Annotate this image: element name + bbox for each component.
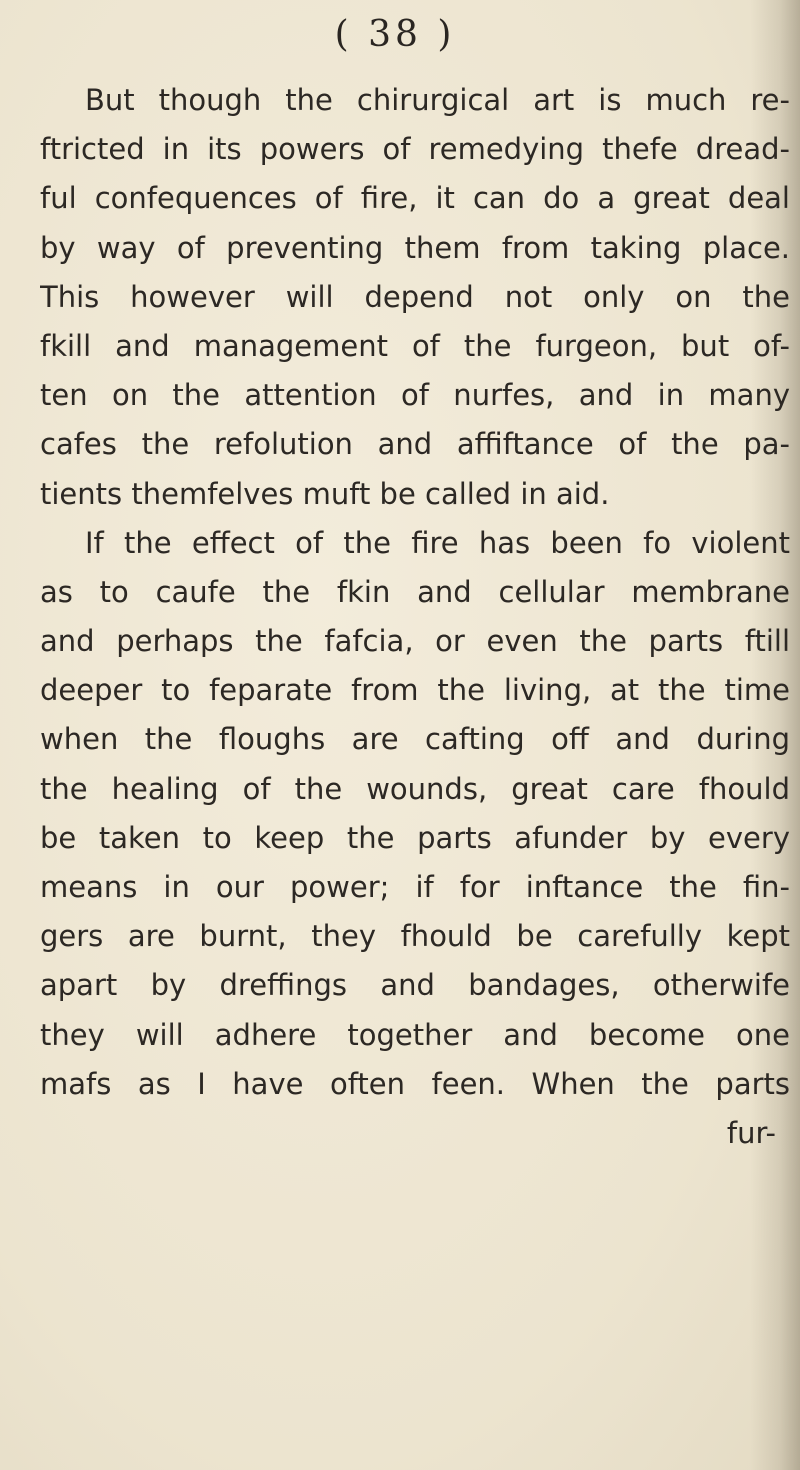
catchword: fur- — [726, 1115, 776, 1150]
body-text — [40, 76, 790, 1158]
text-line: be taken to keep the parts afunder by every — [40, 820, 790, 855]
text-line: and perhaps the fafcia, or even the parts ftill — [40, 624, 790, 659]
text-line: by way of preventing them from taking place. — [40, 230, 790, 265]
text-line: This however will depend not only on the — [40, 279, 790, 314]
text-line: gers are burnt, they fhould be carefully kept — [40, 919, 790, 954]
text-line: ten on the attention of nurfes, and in many — [40, 378, 790, 413]
text-line: when the floughs are cafting off and during — [40, 722, 790, 757]
page-number: ( 38 ) — [334, 14, 456, 55]
text-line: If the effect of the fire has been fo violent — [85, 525, 790, 560]
text-line: mafs as I have often feen. When the parts — [40, 1066, 790, 1101]
text-line: tients themfelves muft be called in aid. — [40, 476, 610, 511]
text-line: deeper to feparate from the living, at the time — [40, 673, 790, 708]
text-line: the healing of the wounds, great care fhould — [40, 771, 790, 806]
text-line: fkill and management of the furgeon, but of- — [40, 328, 790, 363]
text-line: But though the chirurgical art is much re- — [85, 83, 790, 117]
text-line: ful confequences of fire, it can do a great deal — [40, 181, 790, 216]
text-line: as to caufe the fkin and cellular membrane — [40, 574, 790, 609]
text-line: cafes the refolution and affiftance of the pa- — [40, 427, 790, 462]
text-line: means in our power; if for inftance the fin- — [40, 870, 790, 904]
text-line: ftricted in its powers of remedying thefe dread- — [40, 132, 790, 167]
text-line: they will adhere together and become one — [40, 1017, 790, 1052]
text-line: apart by dreffings and bandages, otherwife — [40, 968, 790, 1003]
